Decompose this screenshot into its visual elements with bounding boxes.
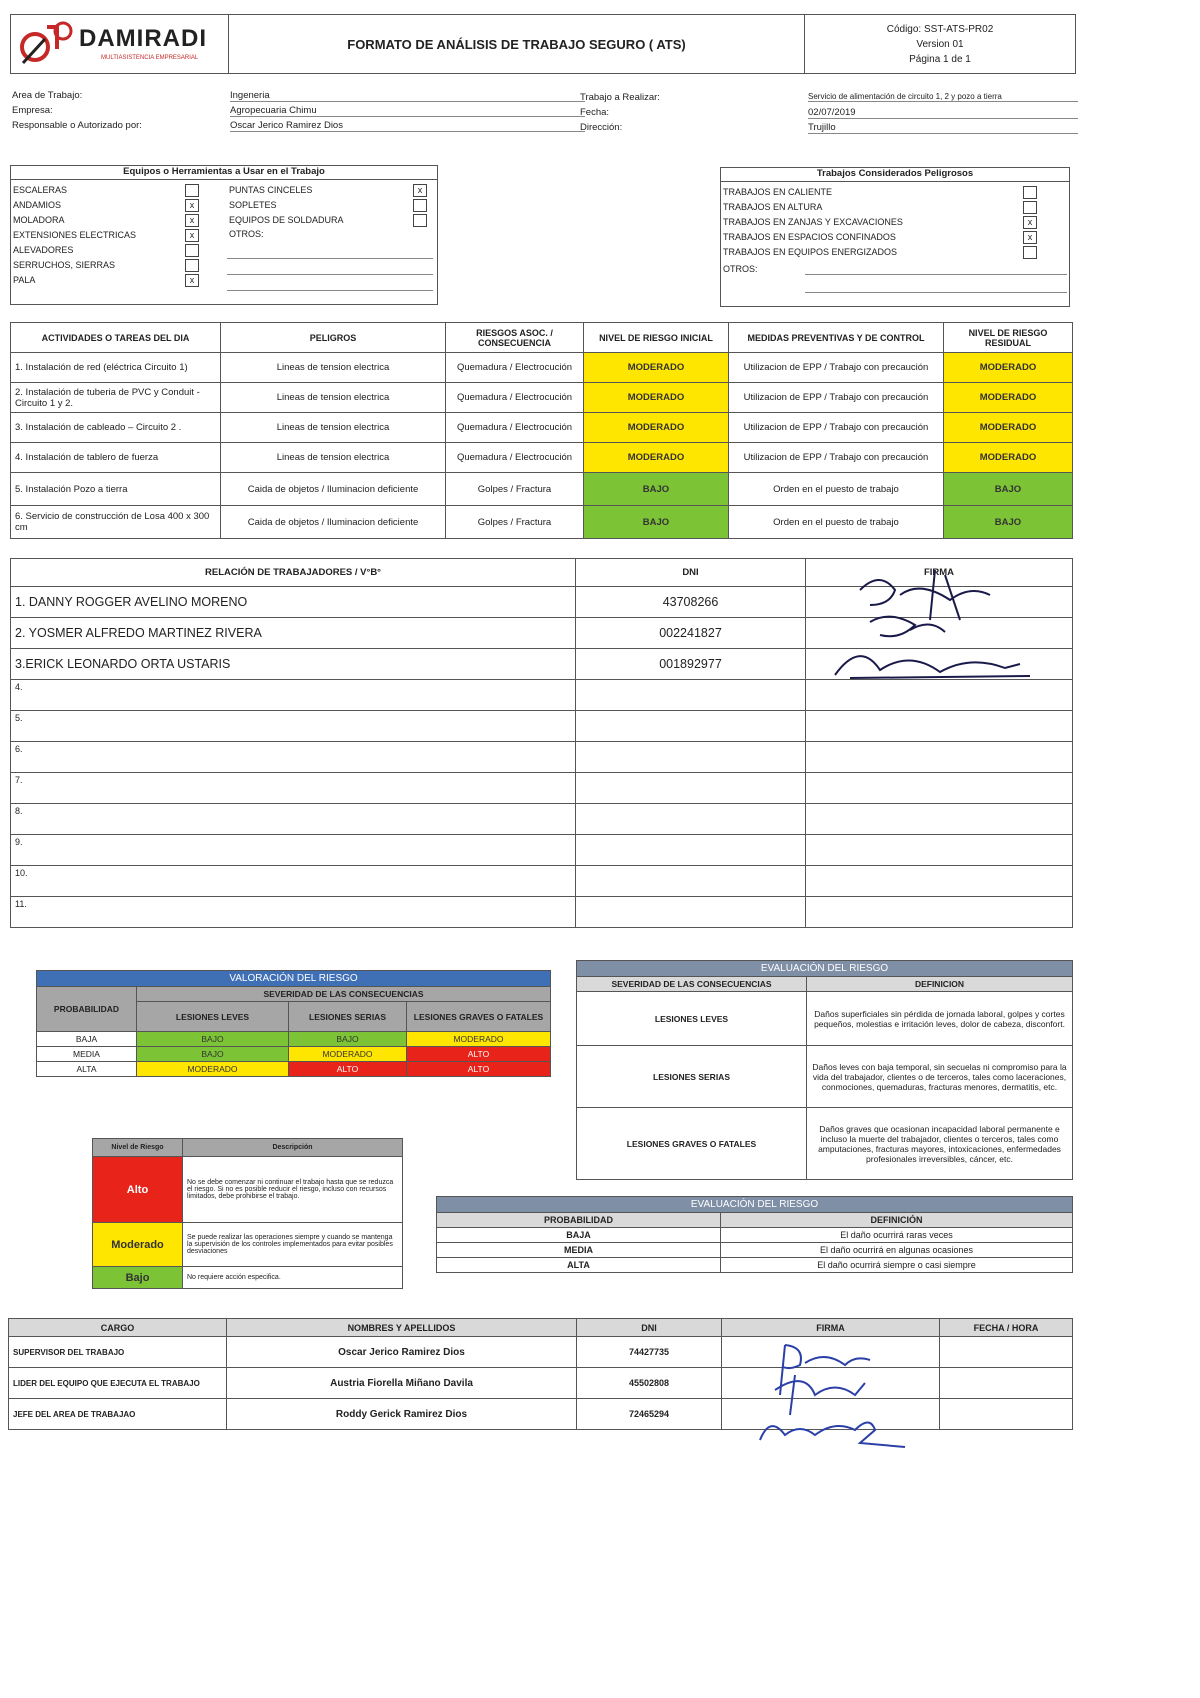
- actividades-table: [10, 322, 1073, 539]
- table-row: [11, 804, 1073, 835]
- actividades-header: ACTIVIDADES O TAREAS DEL DIA: [11, 323, 221, 353]
- severity-definition: Daños graves que ocasionan incapacidad laboral permanente e incluso la muerte del trabajador, clientes o terceros, tales como amputaciones, fracturas mayores, intoxicaciones, enfermedades profesionales irreversibles, cáncer, etc.: [807, 1108, 1073, 1180]
- activity-cell: 4. Instalación de tablero de fuerza: [11, 443, 221, 473]
- checkbox[interactable]: [1023, 186, 1037, 199]
- checklist-item: [13, 198, 213, 213]
- table-row: [37, 1062, 551, 1077]
- supervisor-signatures: [755, 1335, 915, 1455]
- checkbox[interactable]: [185, 244, 199, 257]
- nivel-description: No se debe comenzar ni continuar el trabajo hasta que se reduzca el riesgo. Si no es posible reducir el riesgo, incluso con recursos limitados, debe prohibirse el trabajo.: [183, 1157, 403, 1223]
- trabajadores-header: DNI: [576, 559, 806, 587]
- table-row: [11, 473, 1073, 506]
- dir-value: Trujillo: [808, 122, 1078, 134]
- worker-dni: [576, 773, 806, 804]
- severity-definition: Daños leves con baja temporal, sin secuelas ni compromiso para la vida del trabajador, clientes o de terceros, tales como laceraciones, conmociones, quemaduras, fracturas menores, dermatitis, etc.: [807, 1046, 1073, 1108]
- prob-definition: El daño ocurrirá en algunas ocasiones: [721, 1243, 1073, 1258]
- control-cell: Orden en el puesto de trabajo: [729, 506, 944, 539]
- actividades-header: MEDIDAS PREVENTIVAS Y DE CONTROL: [729, 323, 944, 353]
- doc-code: Código: SST-ATS-PR02: [886, 24, 994, 35]
- worker-name: 9.: [11, 835, 576, 866]
- valoracion-cell: MODERADO: [289, 1047, 407, 1062]
- checklist-item: [13, 273, 213, 288]
- evaluacion-probabilidad-table: [436, 1196, 1073, 1273]
- empresa-value: Agropecuaria Chimu: [230, 105, 585, 117]
- checkbox[interactable]: [1023, 201, 1037, 214]
- worker-name: 4.: [11, 680, 576, 711]
- cargo-cell: SUPERVISOR DEL TRABAJO: [9, 1337, 227, 1368]
- table-row: [577, 1108, 1073, 1180]
- table-row: [11, 866, 1073, 897]
- prob-label: MEDIA: [437, 1243, 721, 1258]
- checklist-label: TRABAJOS EN EQUIPOS ENERGIZADOS: [723, 247, 898, 257]
- valoracion-prob: BAJA: [37, 1032, 137, 1047]
- peligrosos-otros-line: [805, 274, 1067, 275]
- equipos-title: Equipos o Herramientas a Usar en el Trabajo: [11, 166, 437, 180]
- worker-name: 3.ERICK LEONARDO ORTA USTARIS: [11, 649, 576, 680]
- name-cell: Oscar Jerico Ramirez Dios: [227, 1337, 577, 1368]
- actividades-header: PELIGROS: [221, 323, 446, 353]
- checklist-label: TRABAJOS EN CALIENTE: [723, 187, 833, 197]
- valoracion-cell: ALTO: [407, 1047, 551, 1062]
- table-row: [437, 1228, 1073, 1243]
- peligrosos-title: Trabajos Considerados Peligrosos: [721, 168, 1069, 182]
- cargo-cell: JEFE DEL AREA DE TRABAJAO: [9, 1399, 227, 1430]
- checklist-label: EQUIPOS DE SOLDADURA: [229, 215, 344, 225]
- control-cell: Utilizacion de EPP / Trabajo con precaución: [729, 413, 944, 443]
- resp-value: Oscar Jerico Ramirez Dios: [230, 120, 585, 132]
- worker-dni: [576, 680, 806, 711]
- nivel-label: Moderado: [93, 1223, 183, 1267]
- valoracion-cell: ALTO: [289, 1062, 407, 1077]
- checklist-item: [229, 213, 429, 228]
- resp-label: Responsable o Autorizado por:: [12, 120, 142, 131]
- fecha-value: 02/07/2019: [808, 107, 1078, 119]
- severity-definition: Daños superficiales sin pérdida de jornada laboral, golpes y cortes pequeños, molestias e irritación leves, dolor de cabeza, disconfort.: [807, 992, 1073, 1046]
- risk-cell: Golpes / Fractura: [446, 473, 584, 506]
- name-cell: Roddy Gerick Ramirez Dios: [227, 1399, 577, 1430]
- valoracion-title: VALORACIÓN DEL RIESGO: [37, 971, 551, 987]
- logo-icon: [17, 19, 77, 71]
- table-row: [93, 1223, 403, 1267]
- logo: [11, 15, 229, 73]
- peligrosos-list: [723, 185, 1063, 260]
- checkbox[interactable]: [185, 259, 199, 272]
- initial-level-cell: MODERADO: [584, 383, 729, 413]
- worker-name: 10.: [11, 866, 576, 897]
- valoracion-cell: MODERADO: [407, 1032, 551, 1047]
- checklist-label: TRABAJOS EN ZANJAS Y EXCAVACIONES: [723, 217, 903, 227]
- checkbox[interactable]: x: [185, 274, 199, 287]
- nivel-description: Se puede realizar las operaciones siempre y cuando se mantenga la supervisión de los controles implementados para evitar posibles desviaciones: [183, 1223, 403, 1267]
- checklist-label: SERRUCHOS, SIERRAS: [13, 260, 116, 270]
- checkbox[interactable]: x: [1023, 231, 1037, 244]
- checklist-label: ALEVADORES: [13, 245, 74, 255]
- table-row: [11, 897, 1073, 928]
- hazard-cell: Lineas de tension electrica: [221, 413, 446, 443]
- risk-cell: Quemadura / Electrocución: [446, 353, 584, 383]
- table-row: [11, 773, 1073, 804]
- risk-cell: Quemadura / Electrocución: [446, 443, 584, 473]
- checklist-item: [13, 258, 213, 273]
- evaluacion2-title: EVALUACIÓN DEL RIESGO: [437, 1197, 1073, 1213]
- table-row: [11, 413, 1073, 443]
- checklist-label: PUNTAS CINCELES: [229, 185, 313, 195]
- nivel-label: Bajo: [93, 1267, 183, 1289]
- worker-name: 7.: [11, 773, 576, 804]
- valoracion-col: LESIONES LEVES: [137, 1002, 289, 1032]
- valoracion-sev-header: SEVERIDAD DE LAS CONSECUENCIAS: [137, 987, 551, 1002]
- brand-sub: MULTIASISTENCIA EMPRESARIAL: [101, 55, 199, 61]
- checkbox[interactable]: x: [185, 214, 199, 227]
- checklist-item: [229, 198, 429, 213]
- hazard-cell: Lineas de tension electrica: [221, 443, 446, 473]
- datetime-cell[interactable]: [940, 1399, 1073, 1430]
- actividades-header: NIVEL DE RIESGO INICIAL: [584, 323, 729, 353]
- worker-signature-cell: [806, 773, 1073, 804]
- worker-dni: [576, 897, 806, 928]
- checkbox[interactable]: [413, 199, 427, 212]
- evaluacion-severidad-table: [576, 960, 1073, 1180]
- valoracion-cell: BAJO: [137, 1032, 289, 1047]
- valoracion-cell: BAJO: [137, 1047, 289, 1062]
- worker-signature-cell: [806, 711, 1073, 742]
- valoracion-col: LESIONES GRAVES O FATALES: [407, 1002, 551, 1032]
- control-cell: Orden en el puesto de trabajo: [729, 473, 944, 506]
- checklist-item: [13, 228, 213, 243]
- equipos-otros-line: [227, 258, 433, 259]
- dni-cell: 74427735: [577, 1337, 722, 1368]
- dni-cell: 45502808: [577, 1368, 722, 1399]
- evaluacion1-h1: SEVERIDAD DE LAS CONSECUENCIAS: [577, 977, 807, 992]
- evaluacion1-h2: DEFINICION: [807, 977, 1073, 992]
- hazard-cell: Lineas de tension electrica: [221, 383, 446, 413]
- risk-cell: Golpes / Fractura: [446, 506, 584, 539]
- checklist-label: MOLADORA: [13, 215, 65, 225]
- valoracion-table: [36, 970, 551, 1077]
- evaluacion2-h1: PROBABILIDAD: [437, 1213, 721, 1228]
- equipos-otros-line: [227, 290, 433, 291]
- firmas-header: NOMBRES Y APELLIDOS: [227, 1319, 577, 1337]
- trabajo-label: Trabajo a Realizar:: [580, 92, 660, 103]
- checkbox[interactable]: [413, 214, 427, 227]
- datetime-cell[interactable]: [940, 1368, 1073, 1399]
- checklist-item: [723, 215, 1063, 230]
- equipos-left-list: [13, 183, 213, 288]
- equipos-box: [10, 165, 438, 305]
- peligrosos-otros-line: [805, 292, 1067, 293]
- actividades-header: RIESGOS ASOC. / CONSECUENCIA: [446, 323, 584, 353]
- initial-level-cell: BAJO: [584, 473, 729, 506]
- table-row: [11, 383, 1073, 413]
- initial-level-cell: BAJO: [584, 506, 729, 539]
- prob-definition: El daño ocurrirá siempre o casi siempre: [721, 1258, 1073, 1273]
- checkbox[interactable]: [185, 184, 199, 197]
- residual-level-cell: MODERADO: [944, 443, 1073, 473]
- activity-cell: 3. Instalación de cableado – Circuito 2 .: [11, 413, 221, 443]
- residual-level-cell: BAJO: [944, 506, 1073, 539]
- severity-label: LESIONES GRAVES O FATALES: [577, 1108, 807, 1180]
- checklist-item: [723, 245, 1063, 260]
- prob-definition: El daño ocurrirá raras veces: [721, 1228, 1073, 1243]
- dni-cell: 72465294: [577, 1399, 722, 1430]
- table-row: [437, 1258, 1073, 1273]
- table-row: [577, 992, 1073, 1046]
- checkbox[interactable]: x: [1023, 216, 1037, 229]
- table-row: [11, 835, 1073, 866]
- peligrosos-box: [720, 167, 1070, 307]
- nivel-h2: Descripción: [183, 1139, 403, 1157]
- equipos-otros: OTROS:: [229, 229, 264, 239]
- doc-meta: [805, 15, 1075, 73]
- header-box: [10, 14, 1076, 74]
- severity-label: LESIONES SERIAS: [577, 1046, 807, 1108]
- equipos-right-list: [229, 183, 429, 228]
- nivel-label: Alto: [93, 1157, 183, 1223]
- checklist-item: [723, 185, 1063, 200]
- table-row: [577, 1046, 1073, 1108]
- worker-dni: 001892977: [576, 649, 806, 680]
- prob-label: BAJA: [437, 1228, 721, 1243]
- worker-dni: 43708266: [576, 587, 806, 618]
- valoracion-prob: MEDIA: [37, 1047, 137, 1062]
- valoracion-prob-header: PROBABILIDAD: [37, 987, 137, 1032]
- area-label: Area de Trabajo:: [12, 90, 83, 101]
- worker-signatures: [820, 560, 1050, 685]
- initial-level-cell: MODERADO: [584, 353, 729, 383]
- dir-label: Dirección:: [580, 122, 623, 133]
- hazard-cell: Caida de objetos / Iluminacion deficiente: [221, 506, 446, 539]
- checklist-item: [723, 230, 1063, 245]
- table-row: [37, 1032, 551, 1047]
- checklist-item: [723, 200, 1063, 215]
- worker-dni: [576, 711, 806, 742]
- cargo-cell: LIDER DEL EQUIPO QUE EJECUTA EL TRABAJO: [9, 1368, 227, 1399]
- worker-dni: [576, 835, 806, 866]
- worker-name: 1. DANNY ROGGER AVELINO MORENO: [11, 587, 576, 618]
- control-cell: Utilizacion de EPP / Trabajo con precaución: [729, 383, 944, 413]
- control-cell: Utilizacion de EPP / Trabajo con precaución: [729, 443, 944, 473]
- fecha-label: Fecha:: [580, 107, 610, 118]
- hazard-cell: Caida de objetos / Iluminacion deficiente: [221, 473, 446, 506]
- activity-cell: 5. Instalación Pozo a tierra: [11, 473, 221, 506]
- name-cell: Austria Fiorella Miñano Davila: [227, 1368, 577, 1399]
- checklist-label: ANDAMIOS: [13, 200, 62, 210]
- residual-level-cell: BAJO: [944, 473, 1073, 506]
- firmas-header: FECHA / HORA: [940, 1319, 1073, 1337]
- table-row: [11, 742, 1073, 773]
- firmas-header: CARGO: [9, 1319, 227, 1337]
- trabajadores-header: FIRMA: [806, 559, 1073, 587]
- control-cell: Utilizacion de EPP / Trabajo con precaución: [729, 353, 944, 383]
- checkbox[interactable]: x: [185, 229, 199, 242]
- initial-level-cell: MODERADO: [584, 413, 729, 443]
- checklist-label: ESCALERAS: [13, 185, 68, 195]
- table-row: [93, 1157, 403, 1223]
- trabajo-value: Servicio de alimentación de circuito 1, 2 y pozo a tierra: [808, 92, 1078, 102]
- valoracion-prob: ALTA: [37, 1062, 137, 1077]
- table-row: [11, 711, 1073, 742]
- valoracion-cell: ALTO: [407, 1062, 551, 1077]
- checkbox[interactable]: [1023, 246, 1037, 259]
- worker-signature-cell: [806, 835, 1073, 866]
- area-value: Ingeneria: [230, 90, 585, 102]
- doc-version: Version 01: [916, 39, 964, 50]
- checklist-label: SOPLETES: [229, 200, 277, 210]
- checklist-item: [229, 183, 429, 198]
- checklist-item: [13, 213, 213, 228]
- residual-level-cell: MODERADO: [944, 413, 1073, 443]
- initial-level-cell: MODERADO: [584, 443, 729, 473]
- firmas-header: FIRMA: [722, 1319, 940, 1337]
- brand-name: DAMIRADI: [79, 25, 207, 52]
- firmas-header: DNI: [577, 1319, 722, 1337]
- document-title: FORMATO DE ANÁLISIS DE TRABAJO SEGURO ( ATS): [229, 15, 805, 73]
- worker-dni: [576, 742, 806, 773]
- worker-name: 8.: [11, 804, 576, 835]
- table-row: [437, 1243, 1073, 1258]
- residual-level-cell: MODERADO: [944, 383, 1073, 413]
- activity-cell: 2. Instalación de tuberia de PVC y Conduit - Circuito 1 y 2.: [11, 383, 221, 413]
- risk-cell: Quemadura / Electrocución: [446, 383, 584, 413]
- worker-name: 11.: [11, 897, 576, 928]
- evaluacion1-title: EVALUACIÓN DEL RIESGO: [577, 961, 1073, 977]
- risk-cell: Quemadura / Electrocución: [446, 413, 584, 443]
- residual-level-cell: MODERADO: [944, 353, 1073, 383]
- checkbox[interactable]: x: [413, 184, 427, 197]
- table-row: [11, 506, 1073, 539]
- worker-name: 5.: [11, 711, 576, 742]
- table-row: [11, 353, 1073, 383]
- datetime-cell[interactable]: [940, 1337, 1073, 1368]
- checkbox[interactable]: x: [185, 199, 199, 212]
- activity-cell: 6. Servicio de construcción de Losa 400 x 300 cm: [11, 506, 221, 539]
- equipos-otros-line: [227, 274, 433, 275]
- worker-signature-cell: [806, 897, 1073, 928]
- worker-name: 6.: [11, 742, 576, 773]
- activity-cell: 1. Instalación de red (eléctrica Circuito 1): [11, 353, 221, 383]
- hazard-cell: Lineas de tension electrica: [221, 353, 446, 383]
- actividades-header: NIVEL DE RIESGO RESIDUAL: [944, 323, 1073, 353]
- severity-label: LESIONES LEVES: [577, 992, 807, 1046]
- worker-name: 2. YOSMER ALFREDO MARTINEZ RIVERA: [11, 618, 576, 649]
- checklist-label: TRABAJOS EN ALTURA: [723, 202, 823, 212]
- evaluacion2-h2: DEFINICIÓN: [721, 1213, 1073, 1228]
- nivel-h1: Nivel de Riesgo: [93, 1139, 183, 1157]
- valoracion-cell: BAJO: [289, 1032, 407, 1047]
- checklist-item: [13, 243, 213, 258]
- worker-dni: [576, 804, 806, 835]
- trabajadores-header: RELACIÓN DE TRABAJADORES / V°B°: [11, 559, 576, 587]
- worker-dni: [576, 866, 806, 897]
- peligrosos-otros: OTROS:: [723, 264, 758, 274]
- worker-dni: 002241827: [576, 618, 806, 649]
- worker-signature-cell: [806, 866, 1073, 897]
- worker-signature-cell: [806, 804, 1073, 835]
- checklist-label: TRABAJOS EN ESPACIOS CONFINADOS: [723, 232, 896, 242]
- nivel-riesgo-table: [92, 1138, 403, 1289]
- empresa-label: Empresa:: [12, 105, 53, 116]
- checklist-item: [13, 183, 213, 198]
- valoracion-col: LESIONES SERIAS: [289, 1002, 407, 1032]
- nivel-description: No requiere acción especifica.: [183, 1267, 403, 1289]
- checklist-label: PALA: [13, 275, 36, 285]
- table-row: [11, 443, 1073, 473]
- checklist-label: EXTENSIONES ELECTRICAS: [13, 230, 137, 240]
- table-row: [93, 1267, 403, 1289]
- valoracion-cell: MODERADO: [137, 1062, 289, 1077]
- doc-page: Página 1 de 1: [909, 54, 971, 65]
- prob-label: ALTA: [437, 1258, 721, 1273]
- worker-signature-cell: [806, 742, 1073, 773]
- table-row: [37, 1047, 551, 1062]
